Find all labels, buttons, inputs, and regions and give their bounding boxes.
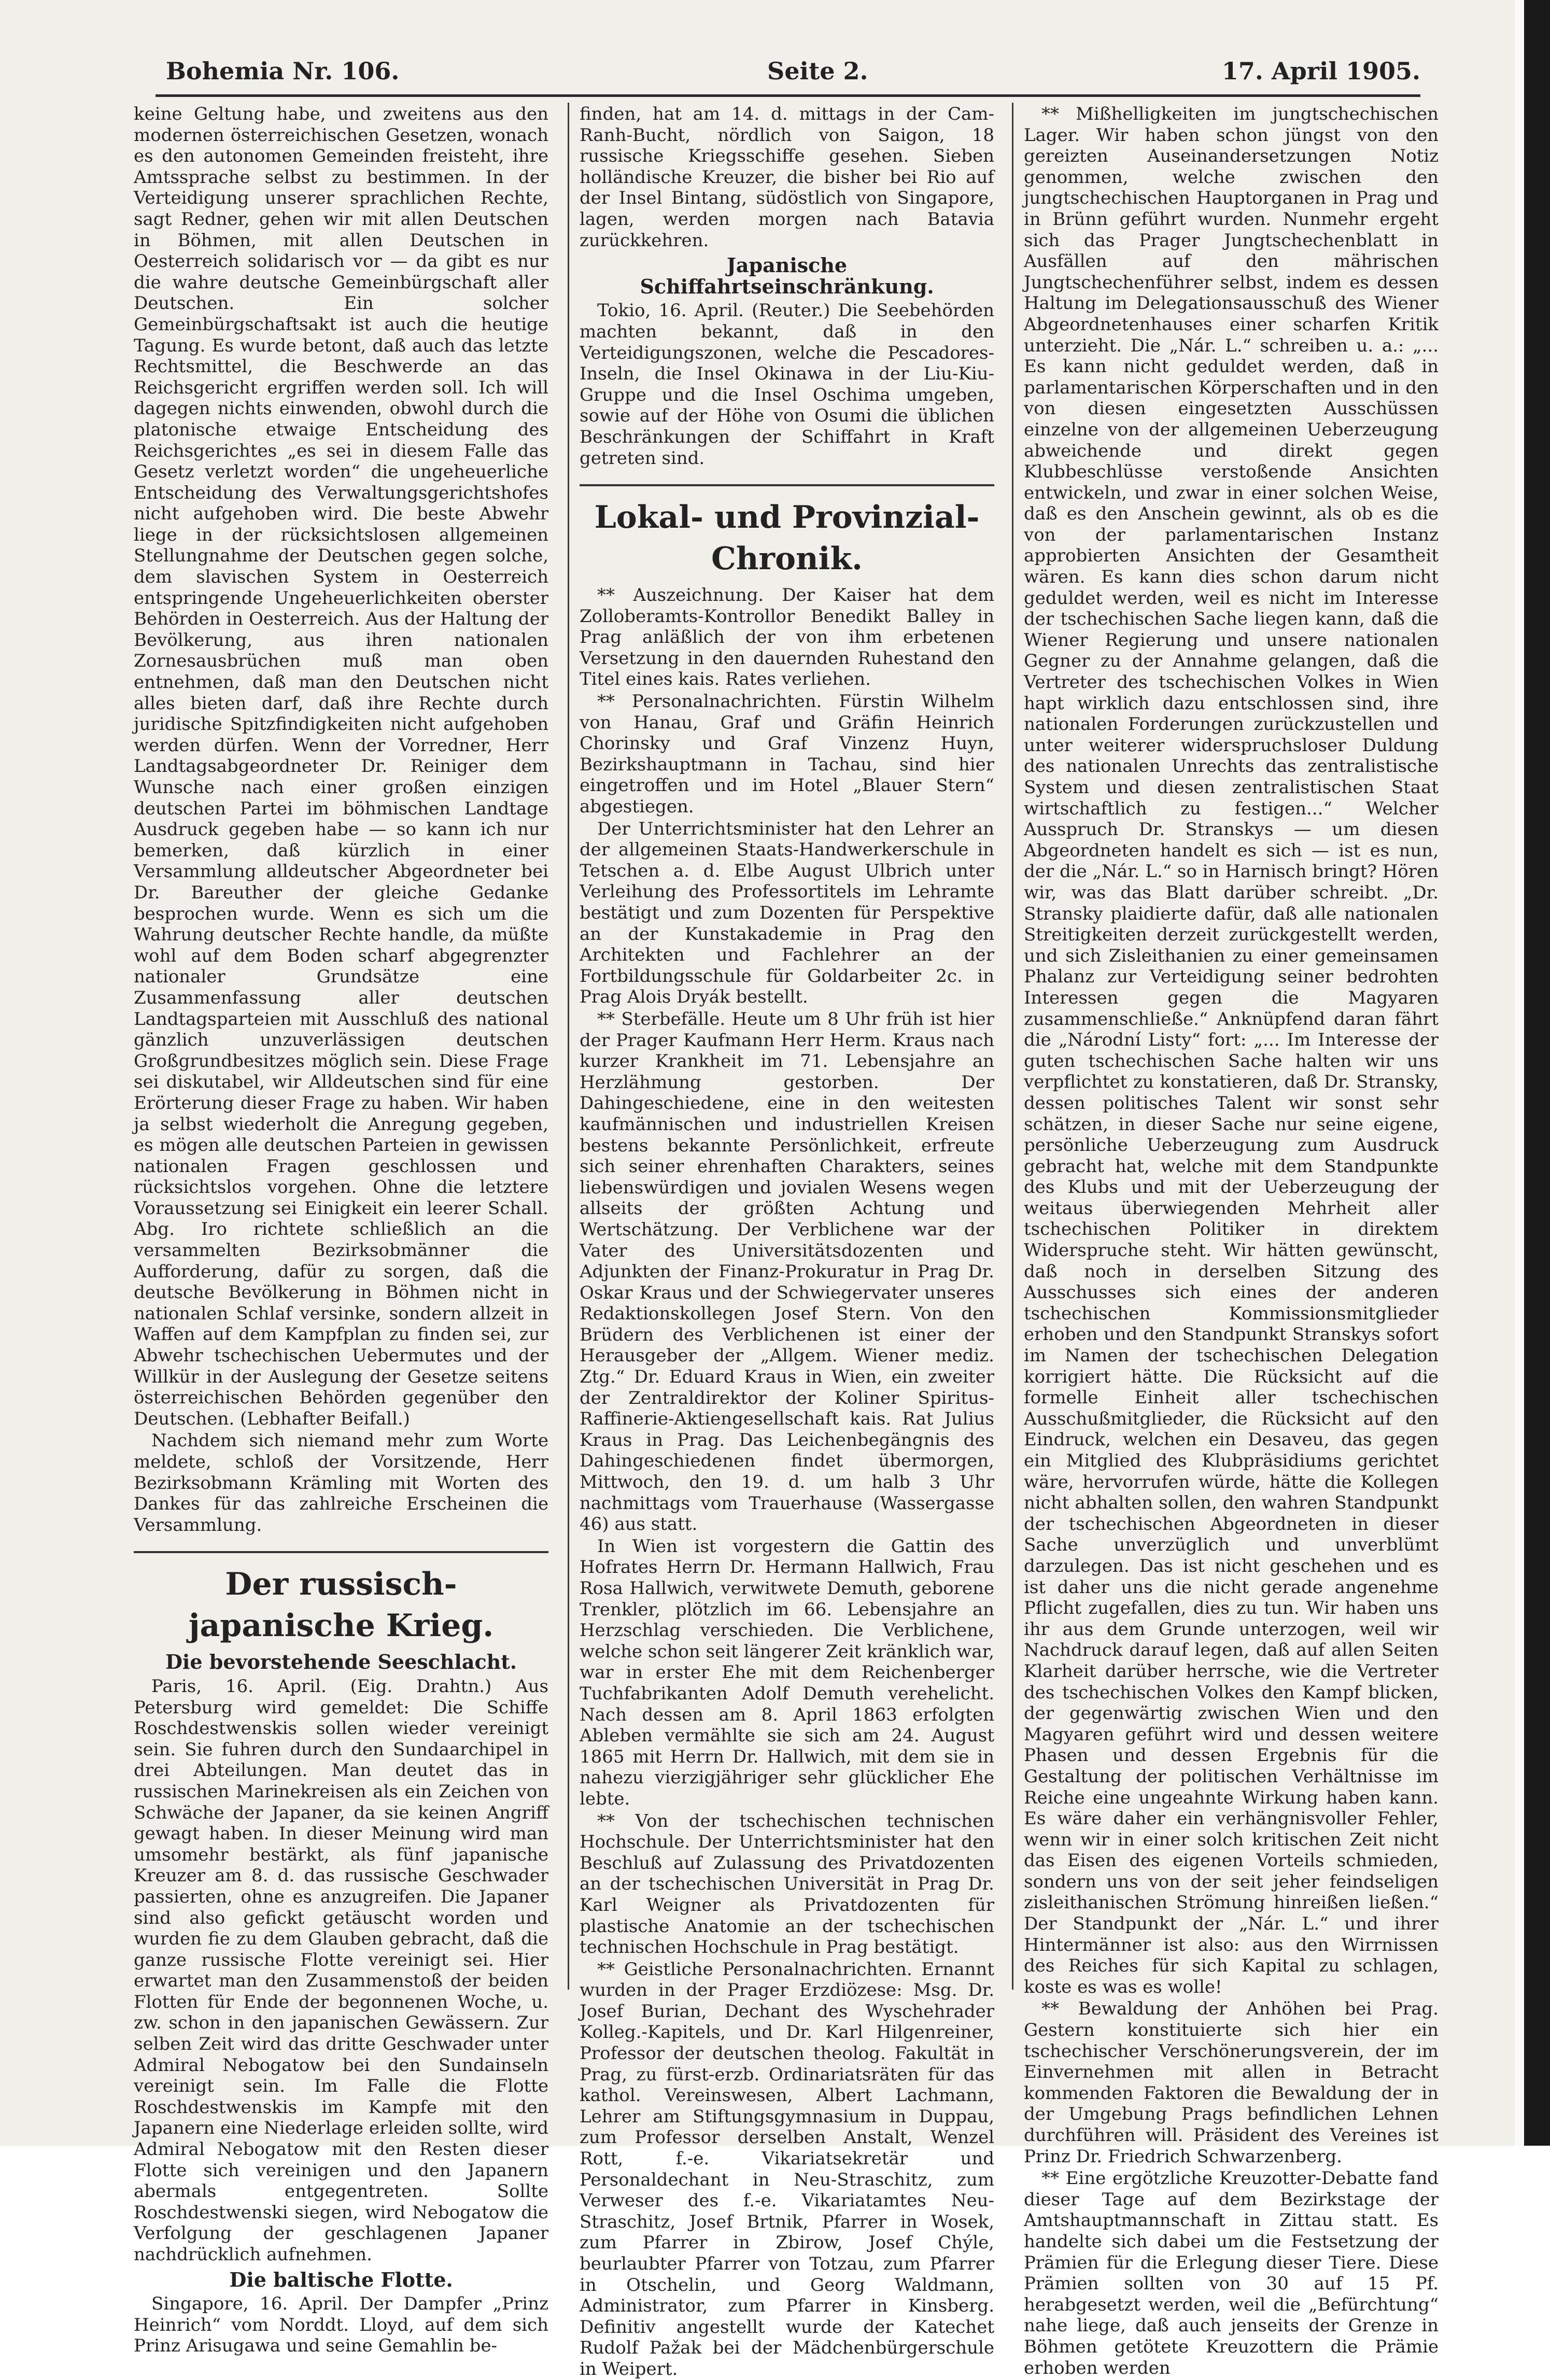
page-header [156,48,1420,94]
article-text: finden, hat am 14. d. mittags in der Cam-Ranh-Bucht, nördlich von Saigon, 18 russische Kriegsschiffe gesehen. Sieben holländische Kreuzer, die bisher bei Rio auf der Insel Bintang, südöstlich von Singapore, lagen, werden morgen nach Batavia zurückkehren. [580,104,994,251]
article-heading: Die bevorstehende Seeschlacht. [165,1650,517,1674]
section-title: Lokal- und Provinzial-Chronik. [580,484,994,580]
article-text: keine Geltung habe, und zweitens aus den modernen österreichischen Gesetzen, wonach es den autonomen Gemeinden freisteht, ihre Amtssprache selbst zu bestimmen. In der Verteidigung unserer sprachlichen Rechte, sagt Redner, gehen wir mit allen Deutschen in Böhmen, mit allen Deutschen in Oesterreich solidarisch vor — da gibt es nur die wahre deutsche Gemeinbürgschaft aller Deutschen. Ein solcher Gemeinbürgschaftsakt ist auch die heutige Tagung. Es wurde betont, daß auch das letzte Rechtsmittel, die Beschwerde an das Reichsgericht ergriffen werden soll. Ich will dagegen nichts einwenden, obwohl durch die platonische etwaige Entscheidung des Reichsgerichtes „es sei in diesem Falle das Gesetz verletzt worden“ die ungeheuerliche Entscheidung des Verwaltungsgerichtshofes nicht aufgehoben wird. Die beste Abwehr liege in der rücksichtslosen allgemeinen Stellungnahme der Deutschen gegen solche, dem slavischen System in Oesterreich entspringende Ungeheuerlichkeiten oberster Behörden in Oesterreich. Aus der Haltung der Bevölkerung, aus ihren nationalen Zornesausbrüchen muß man oben entnehmen, daß man den Deutschen nicht alles bieten darf, daß ihre Rechte durch juridische Spitzfindigkeiten nicht aufgehoben werden dürfen. Wenn der Vorredner, Herr Landtagsabgeordneter Dr. Reiniger dem Wunsche nach einer großen einzigen deutschen Partei im böhmischen Landtage Ausdruck gegeben habe — so kann ich nur bemerken, daß kürzlich in einer Versammlung alldeutscher Abgeordneter bei Dr. Bareuther der gleiche Gedanke besprochen wurde. Wenn es sich um die Wahrung deutscher Rechte handle, da müßte wohl auf dem Boden scharf abgegrenzter nationaler Grundsätze eine Zusammenfassung aller deutschen Landtagsparteien mit Ausschluß des national gänzlich unzuverlässigen deutschen Großgrundbesitzes möglich sein. Diese Frage sei diskutabel, wir Alldeutschen sind für eine Erörterung dieser Frage zu haben. Wir haben ja selbst wiederholt die Anregung gegeben, es mögen alle deutschen Parteien in gewissen nationalen Fragen geschlossen und rücksichtslos vorgehen. Ohne die letztere Voraussetzung sei Einigkeit ein leerer Schall. Abg. Iro richtete schließlich an die versammelten Bezirksobmänner die Aufforderung, dafür zu sorgen, daß die deutsche Bevölkerung in Böhmen nicht in nationalen Schlaf versinke, sondern allzeit in Waffen auf dem Kampfplan zu finden sei, zur Abwehr tschechischen Uebermutes und der Willkür in der Auslegung der Gesetze seitens österreichischen Behörden gegenüber den Deutschen. (Lebhafter Beifall.) [134,104,548,1429]
article-text: ** Eine ergötzliche Kreuzotter-Debatte fand dieser Tage auf dem Bezirkstage der Amtshauptmannschaft in Zittau statt. Es handelte sich dabei um die Festsetzung der Prämien für die Erlegung dieser Tiere. Diese Prämien sollten von 30 auf 15 Pf. herabgesetzt werden, weil die „Befürchtung“ nahe liege, daß auch jenseits der Grenze in Böhmen getötete Kreuzottern die Prämie erhoben werden [1024,2168,1439,2378]
article-text: Paris, 16. April. (Eig. Drahtn.) Aus Petersburg wird gemeldet: Die Schiffe Roschdestwenskis sollen wieder vereinigt sein. Sie fuhren durch den Sundaarchipel in drei Abteilungen. Man deutet das in russischen Marinekreisen als ein Zeichen von Schwäche der Japaner, da sie keinen Angriff gewagt haben. In dieser Meinung wird man umsomehr bestärkt, als fünf japanische Kreuzer am 8. d. das russische Geschwader passierten, ohne es anzugreifen. Die Japaner sind also gefickt getäuscht worden und wurden fie zu dem Glauben gebracht, daß die ganze russische Flotte vereinigt sei. Hier erwartet man den Zusammenstoß der beiden Flotten für Ende der begonnenen Woche, u. zw. schon in den japanischen Gewässern. Zur selben Zeit wird das dritte Geschwader unter Admiral Nebogatow bei den Sundainseln vereinigt sein. Im Falle die Flotte Roschdestwenskis im Kampfe mit den Japanern eine Niederlage erleiden sollte, wird Admiral Nebogatow mit den Resten dieser Flotte sich vereinigen und den Japanern abermals entgegentreten. Sollte Roschdestwenski siegen, wird Nebogatow die Verfolgung der geschlagenen Japaner nachdrücklich aufnehmen. [134,1675,548,2265]
article-text: ** Von der tschechischen technischen Hochschule. Der Unterrichtsminister hat den Beschluß auf Zulassung des Privatdozenten an der tschechischen Universität in Prag Dr. Karl Weigner als Privatdozenten für plastische Anatomie an der tschechischen technischen Hochschule in Prag bestätigt. [580,1810,994,1958]
article-text: ** Sterbefälle. Heute um 8 Uhr früh ist hier der Prager Kaufmann Herr Herm. Kraus nach kurzer Krankheit im 71. Lebensjahre an Herzlähmung gestorben. Der Dahingeschiedene, eine in den weitesten kaufmännischen und industriellen Kreisen bestens bekannte Persönlichkeit, erfreute sich seiner ehrenhaften Charakters, seines liebenswürdigen und jovialen Wesens wegen allseits der größten Achtung und Wertschätzung. Der Verblichene war der Vater des Universitätsdozenten und Adjunkten der Finanz-Prokuratur in Prag Dr. Oskar Kraus und der Schwiegervater unseres Redaktionskollegen Josef Stern. Von den Brüdern des Verblichenen ist einer der Herausgeber der „Allgem. Wiener mediz. Ztg.“ Dr. Eduard Kraus in Wien, ein zweiter der Zentraldirektor der Koliner Spiritus-Raffinerie-Aktiengesellschaft kais. Rat Julius Kraus in Prag. Das Leichenbegängnis des Dahingeschiedenen findet übermorgen, Mittwoch, den 19. d. um halb 3 Uhr nachmittags vom Trauerhause (Wassergasse 46) aus statt. [580,1008,994,1535]
header-date: 17. April 1905. [1221,57,1420,85]
column-divider [1012,103,1013,1990]
header-page-number: Seite 2. [767,57,868,85]
header-rule [156,94,1420,97]
scan-border [1524,0,1550,2146]
section-title: Der russisch-japanische Krieg. [134,1551,548,1646]
column-2 [580,104,994,2379]
article-text: In Wien ist vorgestern die Gattin des Hofrates Herrn Dr. Hermann Hallwich, Frau Rosa Hallwich, verwitwete Demuth, geborene Trenkler, plötzlich im 66. Lebensjahre an Herzschlag verschieden. Die Verblichene, welche schon seit längerer Zeit kränklich war, war in erster Ehe mit dem Reichenberger Tuchfabrikanten Adolf Demuth verehelicht. Nach dessen am 8. April 1863 erfolgten Ableben vermählte sie sich am 24. August 1865 mit Herrn Dr. Hallwich, mit dem sie in nahezu vierzigjähriger sehr glücklicher Ehe lebte. [580,1536,994,1809]
article-heading: Die baltische Flotte. [229,2268,453,2291]
article-text: Der Unterrichtsminister hat den Lehrer an der allgemeinen Staats-Handwerkerschule in Tetschen a. d. Elbe August Ulbrich unter Verleihung des Professortitels im Lehramte bestätigt und zum Dozenten für Perspektive an der Kunstakademie in Prag den Architekten und Fachlehrer an der Fortbildungsschule für Goldarbeiter 2c. in Prag Alois Dryák bestellt. [580,818,994,1008]
header-publication: Bohemia Nr. 106. [166,57,400,85]
article-text: ** Auszeichnung. Der Kaiser hat dem Zolloberamts-Kontrollor Benedikt Balley in Prag anläßlich der von ihm erbetenen Versetzung in den dauernden Ruhestand den Titel eines kais. Rates verliehen. [580,585,994,690]
article-text: Tokio, 16. April. (Reuter.) Die Seebehörden machten bekannt, daß in den Verteidigungszonen, welche die Pescadores-Inseln, die Insel Okinawa in der Liu-Kiu-Gruppe und die Insel Oschima umgeben, sowie auf der Höhe von Osumi die üblichen Beschränkungen der Schiffahrt in Kraft getreten sind. [580,300,994,469]
column-divider [568,103,569,1990]
article-text: ** Bewaldung der Anhöhen bei Prag. Gestern konstituierte sich hier ein tschechischer Verschönerungsverein, der im Einvernehmen mit allen in Betracht kommenden Faktoren die Bewaldung der in der Umgebung Prags befindlichen Lehnen durchführen will. Präsident des Vereines ist Prinz Dr. Friedrich Schwarzenberg. [1024,1998,1439,2167]
column-3 [1024,104,1439,2378]
article-text: Nachdem sich niemand mehr zum Worte meldete, schloß der Vorsitzende, Herr Bezirksobmann Krämling mit Worten des Dankes für das zahlreiche Erscheinen die Versammlung. [134,1430,548,1536]
article-text: ** Personalnachrichten. Fürstin Wilhelm von Hanau, Graf und Gräfin Heinrich Chorinsky und Graf Vinzenz Huyn, Bezirkshauptmann in Tachau, sind hier eingetroffen und im Hotel „Blauer Stern“ abgestiegen. [580,691,994,818]
scan-margin [1515,0,1524,2146]
article-text: ** Mißhelligkeiten im jungtschechischen Lager. Wir haben schon jüngst von den gereizten Auseinandersetzungen Notiz genommen, welche zwischen den jungtschechischen Hauptorganen in Prag und in Brünn geführt wurden. Nunmehr ergeht sich das Prager Jungtschechenblatt in Ausfällen auf den mährischen Jungtschechenführer selbst, indem es dessen Haltung im Delegationsausschuß des Wiener Abgeordnetenhauses einer scharfen Kritik unterzieht. Die „Nár. L.“ schreiben u. a.: „... Es kann nicht geduldet werden, daß in parlamentarischen Körperschaften und in den von diesen eingesetzten Ausschüssen einzelne von der allgemeinen Ueberzeugung abweichende und direkt gegen Klubbeschlüsse verstoßende Ansichten entwickeln, und zwar in einer solchen Weise, daß es den Anschein gewinnt, als ob es die von der parlamentarischen Instanz approbierten Ansichten der Gesamtheit wären. Es kann dies schon darum nicht geduldet werden, weil es nicht im Interesse der tschechischen Sache liegen kann, daß die Wiener Regierung und unsere nationalen Gegner zu der Annahme gelangen, daß die Vertreter des tschechischen Volkes in Wien hapt wirklich dazu entschlossen sind, ihre nationalen Forderungen zurückzustellen und unter weiterer widerspruchsloser Duldung des nationalen Unrechts das zentralistische System und diesen zentralistischen Staat wirtschaftlich zu festigen...“ Welcher Ausspruch Dr. Stranskys — um diesen Abgeordneten handelt es sich — ist es nun, der die „Nár. L.“ so in Harnisch bringt? Hören wir, was das Blatt darüber schreibt. „Dr. Stransky plaidierte dafür, daß alle nationalen Streitigkeiten derzeit zurückgestellt werden, und sich Zisleithanien zu einer gemeinsamen Phalanz zur Verteidigung seiner bedrohten Interessen gegen die Magyaren zusammenschließe.“ Anknüpfend daran fährt die „Národní Listy“ fort: „... Im Interesse der guten tschechischen Sache halten wir uns verpflichtet zu konstatieren, daß Dr. Stransky, dessen politisches Talent wir sonst sehr schätzen, in dieser Sache nur seine eigene, persönliche Ueberzeugung zum Ausdruck gebracht hat, welche mit dem Standpunkte des Klubs und mit der Ueberzeugung der weitaus überwiegenden Mehrheit aller tschechischen Politiker in direktem Widerspruche steht. Wir hätten gewünscht, daß noch in derselben Sitzung des Ausschusses sich eines der anderen tschechischen Kommissionsmitglieder erhoben und den Standpunkt Stranskys sofort im Namen der tschechischen Delegation korrigiert hätte. Die Rücksicht auf die formelle Einheit aller tschechischen Ausschußmitglieder, die Rücksicht auf den Eindruck, welchen ein Desaveu, das gegen ein Mitglied des Klubpräsidiums gerichtet wäre, hervorrufen würde, hätte die Kollegen nicht abhalten sollen, den wahren Standpunkt der tschechischen Abgeordneten in dieser Sache unverzüglich und unverblümt darzulegen. Das ist nicht geschehen und es ist daher uns die nicht gerade angenehme Pflicht zugefallen, dies zu tun. Wir haben uns ihr aus dem Grunde unterzogen, weil wir Nachdruck darauf legen, daß auf allen Seiten Klarheit darüber herrsche, wie die Vertreter des tschechischen Volkes den Kampf blicken, der gegenwärtig zwischen Wien und den Magyaren geführt wird und dessen weitere Phasen und dessen Ergebnis für die Gestaltung der politischen Verhältnisse im Reiche eine ungeahnte Wirkung haben kann. Es wäre daher ein verhängnisvoller Fehler, wenn wir in einer solch kritischen Zeit nicht das Eisen des eigenen Vorteils schmieden, sondern uns von der seit jeher feindseligen zisleithanischen Strömung hinreißen ließen.“ Der Standpunkt der „Nár. L.“ und ihrer Hintermänner ist also: aus den Wirrnissen des Reiches für sich Kapital zu schlagen, koste es was es wolle! [1024,104,1439,1997]
article-text: ** Geistliche Personalnachrichten. Ernannt wurden in der Prager Erzdiözese: Msg. Dr. Josef Burian, Dechant des Wyschehrader Kolleg.-Kapitels, und Dr. Karl Hilgenreiner, Professor der deutschen theolog. Fakultät in Prag, zu fürst-erzb. Ordinariatsräten für das kathol. Vereinswesen, Albert Lachmann, Lehrer am Stiftungsgymnasium in Duppau, zum Professor derselben Anstalt, Wenzel Rott, f.-e. Vikariatsekretär und Personaldechant in Neu-Straschitz, zum Verweser des f.-e. Vikariatamtes Neu-Straschitz, Josef Brtnik, Pfarrer in Wosek, zum Pfarrer in Zbirow, Josef Chýle, beurlaubter Pfarrer von Totzau, zum Pfarrer in Otschelin, und Georg Waldmann, Administrator, zum Pfarrer in Kinsberg. Definitiv angestellt wurde der Katechet Rudolf Pažak bei der Mädchenbürgerschule in Weipert. [580,1959,994,2379]
article-heading: Japanische Schiffahrtseinschränkung. [640,254,934,298]
column-1 [134,104,548,2357]
article-text: Singapore, 16. April. Der Dampfer „Prinz Heinrich“ vom Norddt. Lloyd, auf dem sich Prinz Arisugawa und seine Gemahlin be- [134,2293,548,2357]
